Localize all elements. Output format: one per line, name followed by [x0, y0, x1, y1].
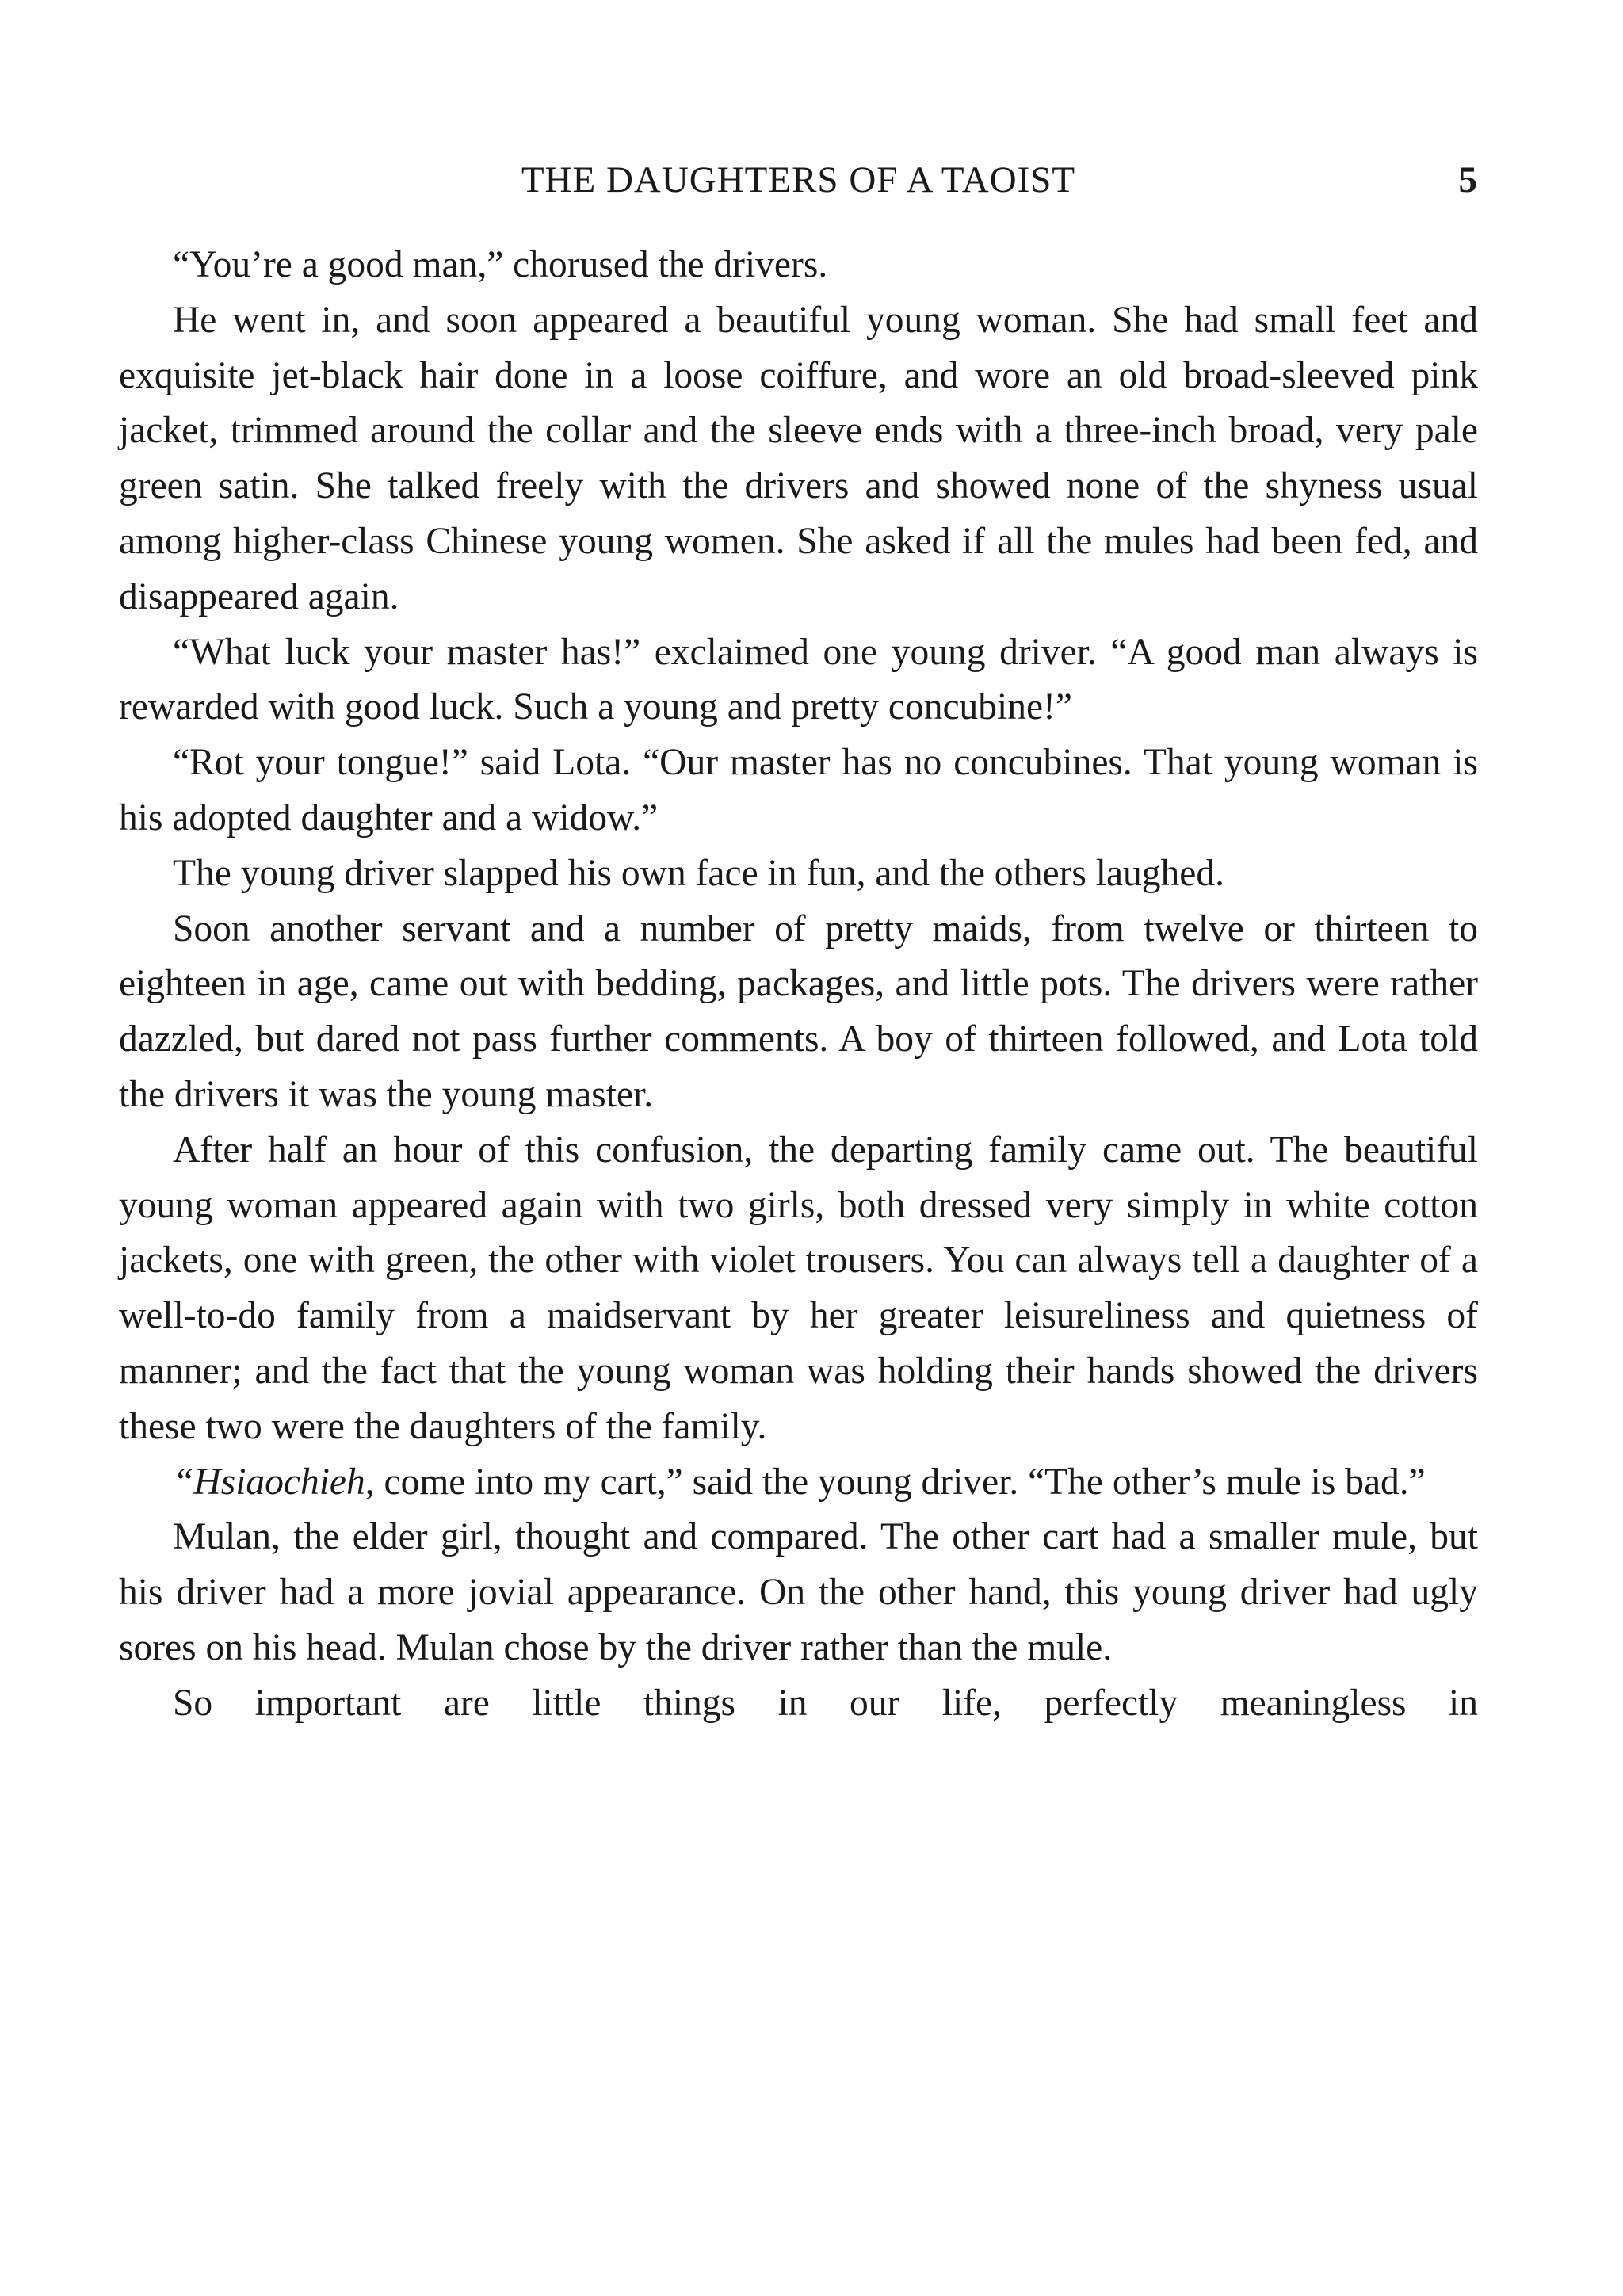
- paragraph: “Rot your tongue!” said Lota. “Our master has no concubines. That young woman is his adopted daughter and a widow.”: [119, 742, 1478, 839]
- running-title: THE DAUGHTERS OF A TAOIST: [521, 159, 1076, 201]
- page-number: 5: [1458, 159, 1478, 201]
- paragraph: “What luck your master has!” exclaimed one young driver. “A good man always is rewarded with good luck. Such a young and pretty concubine!”: [119, 631, 1478, 728]
- paragraph: Mulan, the elder girl, thought and compared. The other cart had a smaller mule, but his driver had a more jovial appearance. On the other hand, this young driver had ugly sores on his head. Mulan chose by the driver rather than the mule.: [119, 1516, 1478, 1668]
- paragraph: [119, 1455, 1478, 1511]
- paragraph: He went in, and soon appeared a beautiful young woman. She had small feet and exquisite jet-black hair done in a loose coiffure, and wore an old broad-sleeved pink jacket, trimmed around the collar and the sleeve ends with a three-inch broad, very pale green satin. She talked freely with the drivers and showed none of the shyness usual among higher-class Chinese young women. She asked if all the mules had been fed, and disappeared again.: [119, 299, 1478, 617]
- paragraph: The young driver slapped his own face in fun, and the others laughed.: [173, 852, 1224, 894]
- paragraph: So important are little things in our life, perfectly meaningless in: [173, 1682, 1478, 1724]
- body-text: [119, 238, 1478, 1732]
- paragraph: After half an hour of this confusion, the departing family came out. The beautiful young woman appeared again with two girls, both dressed very simply in white cotton jackets, one with green, the other with violet trousers. You can always tell a daughter of a well-to-do family from a maidservant by her greater leisureliness and quietness of manner; and the fact that the young woman was holding their hands showed the drivers these two were the daughters of the family.: [119, 1129, 1478, 1447]
- paragraph-text: , come into my cart,” said the young driver. “The other’s mule is bad.”: [365, 1461, 1426, 1503]
- italic-word: “Hsiaochieh: [173, 1461, 365, 1503]
- paragraph: “You’re a good man,” chorused the drivers.: [173, 244, 828, 285]
- paragraph: Soon another servant and a number of pretty maids, from twelve or thirteen to eighteen in age, came out with bedding, packages, and little pots. The drivers were rather dazzled, but dared not pass further comments. A boy of thirteen followed, and Lota told the drivers it was the young master.: [119, 907, 1478, 1115]
- running-head: [119, 152, 1478, 208]
